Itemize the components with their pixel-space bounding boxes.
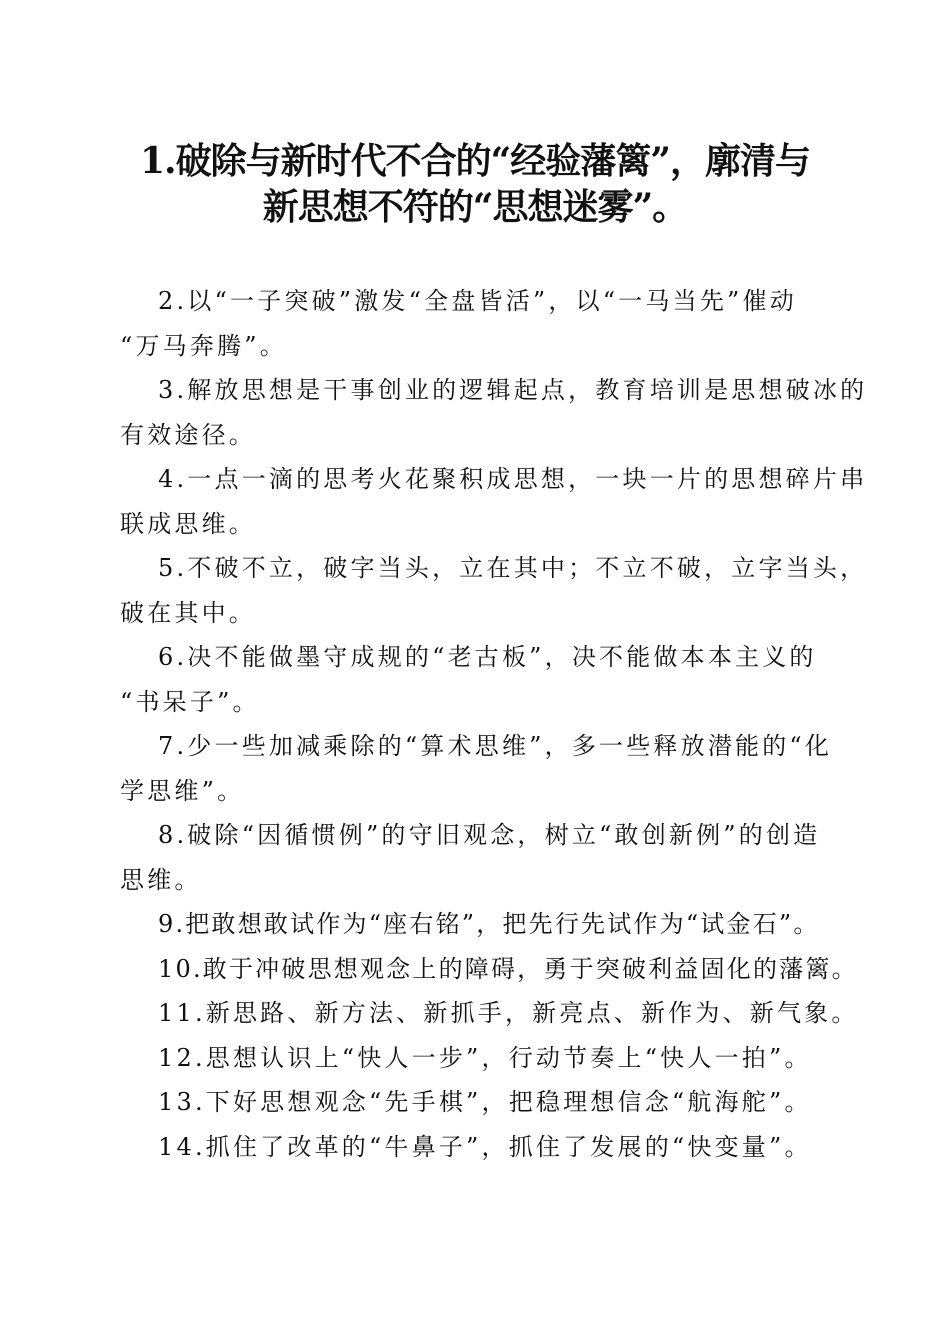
paragraph-line: 4.一点一滴的思考火花聚积成思想，一块一片的思想碎片串 <box>158 465 868 493</box>
document-body <box>120 279 868 1169</box>
paragraph-4 <box>120 457 868 546</box>
paragraph-line: 3.解放思想是干事创业的逻辑起点，教育培训是思想破冰的 <box>158 376 868 404</box>
paragraph-line: 2.以“一子突破”激发“全盘皆活”，以“一马当先”催动 <box>158 287 797 315</box>
paragraph-3 <box>120 368 868 457</box>
paragraph-line: 联成思维。 <box>120 509 256 538</box>
paragraph-line: 14.抓住了改革的“牛鼻子”，抓住了发展的“快变量”。 <box>158 1132 812 1161</box>
paragraph-line: 学思维”。 <box>120 776 245 805</box>
title-line-1: 1.破除与新时代不合的“经验藩篱”，廓清与 <box>140 140 810 182</box>
paragraph-2 <box>120 279 840 368</box>
title-line-2: 新思想不符的“思想迷雾”。 <box>262 186 688 228</box>
paragraph-5 <box>120 546 868 635</box>
paragraph-line: “书呆子”。 <box>120 687 260 716</box>
paragraph-10 <box>120 947 858 992</box>
paragraph-line: 12.思想认识上“快人一步”，行动节奏上“快人一拍”。 <box>158 1043 812 1072</box>
paragraph-line: 8.破除“因循惯例”的守旧观念，树立“敢创新例”的创造 <box>158 821 821 849</box>
paragraph-line: 6.决不能做墨守成规的“老古板”，决不能做本本主义的 <box>158 643 817 671</box>
paragraph-line: 有效途径。 <box>120 420 256 449</box>
paragraph-7 <box>120 724 840 813</box>
paragraph-line: 9.把敢想敢试作为“座右铭”，把先行先试作为“试金石”。 <box>158 910 820 938</box>
paragraph-8 <box>120 813 840 902</box>
paragraph-line: 思维。 <box>120 865 202 894</box>
paragraph-line: 7.少一些加减乘除的“算术思维”，多一些释放潜能的“化 <box>158 732 833 760</box>
document-title <box>110 138 840 230</box>
paragraph-9 <box>120 902 840 947</box>
paragraph-13 <box>120 1080 840 1125</box>
paragraph-11 <box>120 991 859 1036</box>
paragraph-line: 13.下好思想观念“先手棋”，把稳理想信念“航海舵”。 <box>158 1088 812 1116</box>
paragraph-6 <box>120 635 840 724</box>
paragraph-12 <box>120 1036 840 1081</box>
paragraph-line: 10.敢于冲破思想观念上的障碍，勇于突破利益固化的藩篱。 <box>158 954 858 983</box>
paragraph-line: 5.不破不立，破字当头，立在其中；不立不破，立字当头， <box>158 554 868 582</box>
paragraph-line: 破在其中。 <box>120 598 256 627</box>
paragraph-line: “万马奔腾”。 <box>120 331 287 360</box>
paragraph-14 <box>120 1125 840 1170</box>
paragraph-line: 11.新思路、新方法、新抓手，新亮点、新作为、新气象。 <box>158 999 859 1027</box>
